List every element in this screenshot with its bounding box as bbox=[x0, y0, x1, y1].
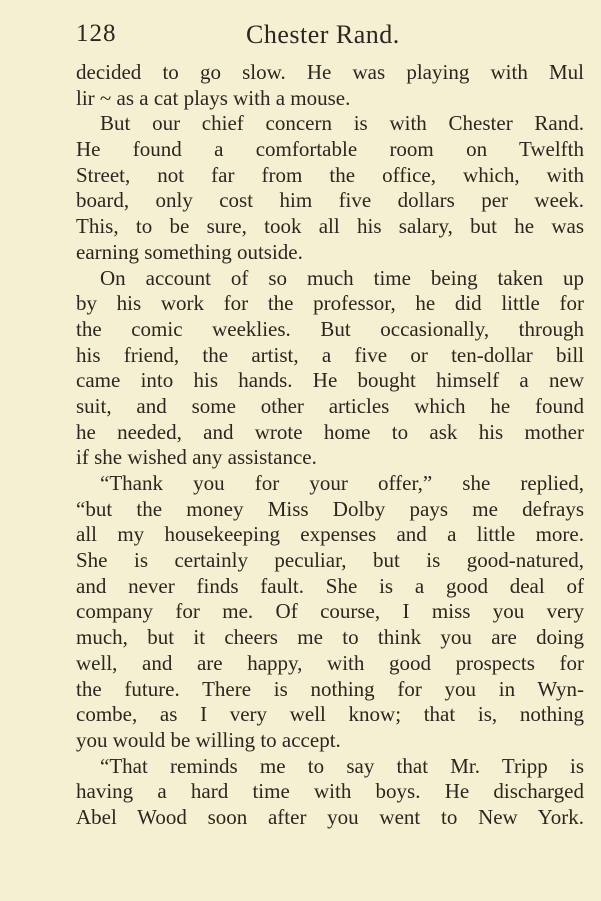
text-line: by his work for the professor, he did little for bbox=[76, 291, 584, 316]
text-line: company for me. Of course, I miss you very bbox=[76, 599, 584, 624]
text-line: “That reminds me to say that Mr. Tripp is bbox=[100, 753, 584, 778]
text-line: and never finds fault. She is a good deal of bbox=[76, 573, 584, 598]
text-line: well, and are happy, with good prospects for bbox=[76, 650, 584, 675]
running-head bbox=[0, 16, 601, 52]
text-line: Abel Wood soon after you went to New York. bbox=[76, 804, 584, 829]
text-line: the comic weeklies. But occasionally, through bbox=[76, 316, 584, 341]
page-number: 128 bbox=[76, 20, 117, 47]
text-line: Street, not far from the office, which, with bbox=[76, 162, 584, 187]
text-line: if she wished any assistance. bbox=[76, 445, 317, 470]
text-line: This, to be sure, took all his salary, but he was bbox=[76, 214, 584, 239]
text-line: She is certainly peculiar, but is good-natured, bbox=[76, 548, 584, 573]
text-line: his friend, the artist, a five or ten-dollar bill bbox=[76, 342, 584, 367]
text-line: board, only cost him five dollars per week. bbox=[76, 188, 584, 213]
text-line: having a hard time with boys. He discharged bbox=[76, 779, 584, 804]
text-line: combe, as I very well know; that is, nothing bbox=[76, 702, 584, 727]
text-line: But our chief concern is with Chester Rand. bbox=[100, 111, 584, 136]
text-line: decided to go slow. He was playing with Mul bbox=[76, 60, 584, 84]
text-line: “but the money Miss Dolby pays me defrays bbox=[76, 496, 584, 521]
book-title: Chester Rand. bbox=[246, 20, 400, 49]
text-line: On account of so much time being taken up bbox=[100, 265, 584, 290]
text-line: the future. There is nothing for you in Wyn- bbox=[76, 676, 584, 701]
text-line: suit, and some other articles which he found bbox=[76, 393, 584, 418]
text-line: “Thank you for your offer,” she replied, bbox=[100, 471, 584, 495]
body-text bbox=[76, 60, 584, 831]
text-line: came into his hands. He bought himself a new bbox=[76, 368, 584, 393]
text-line: much, but it cheers me to think you are doing bbox=[76, 625, 584, 650]
text-line: he needed, and wrote home to ask his mother bbox=[76, 419, 584, 444]
text-line: He found a comfortable room on Twelfth bbox=[76, 137, 584, 162]
text-line: lir ~ as a cat plays with a mouse. bbox=[76, 85, 351, 110]
text-line: all my housekeeping expenses and a little more. bbox=[76, 522, 584, 547]
text-line: you would be willing to accept. bbox=[76, 727, 341, 752]
text-line: earning something outside. bbox=[76, 239, 303, 264]
